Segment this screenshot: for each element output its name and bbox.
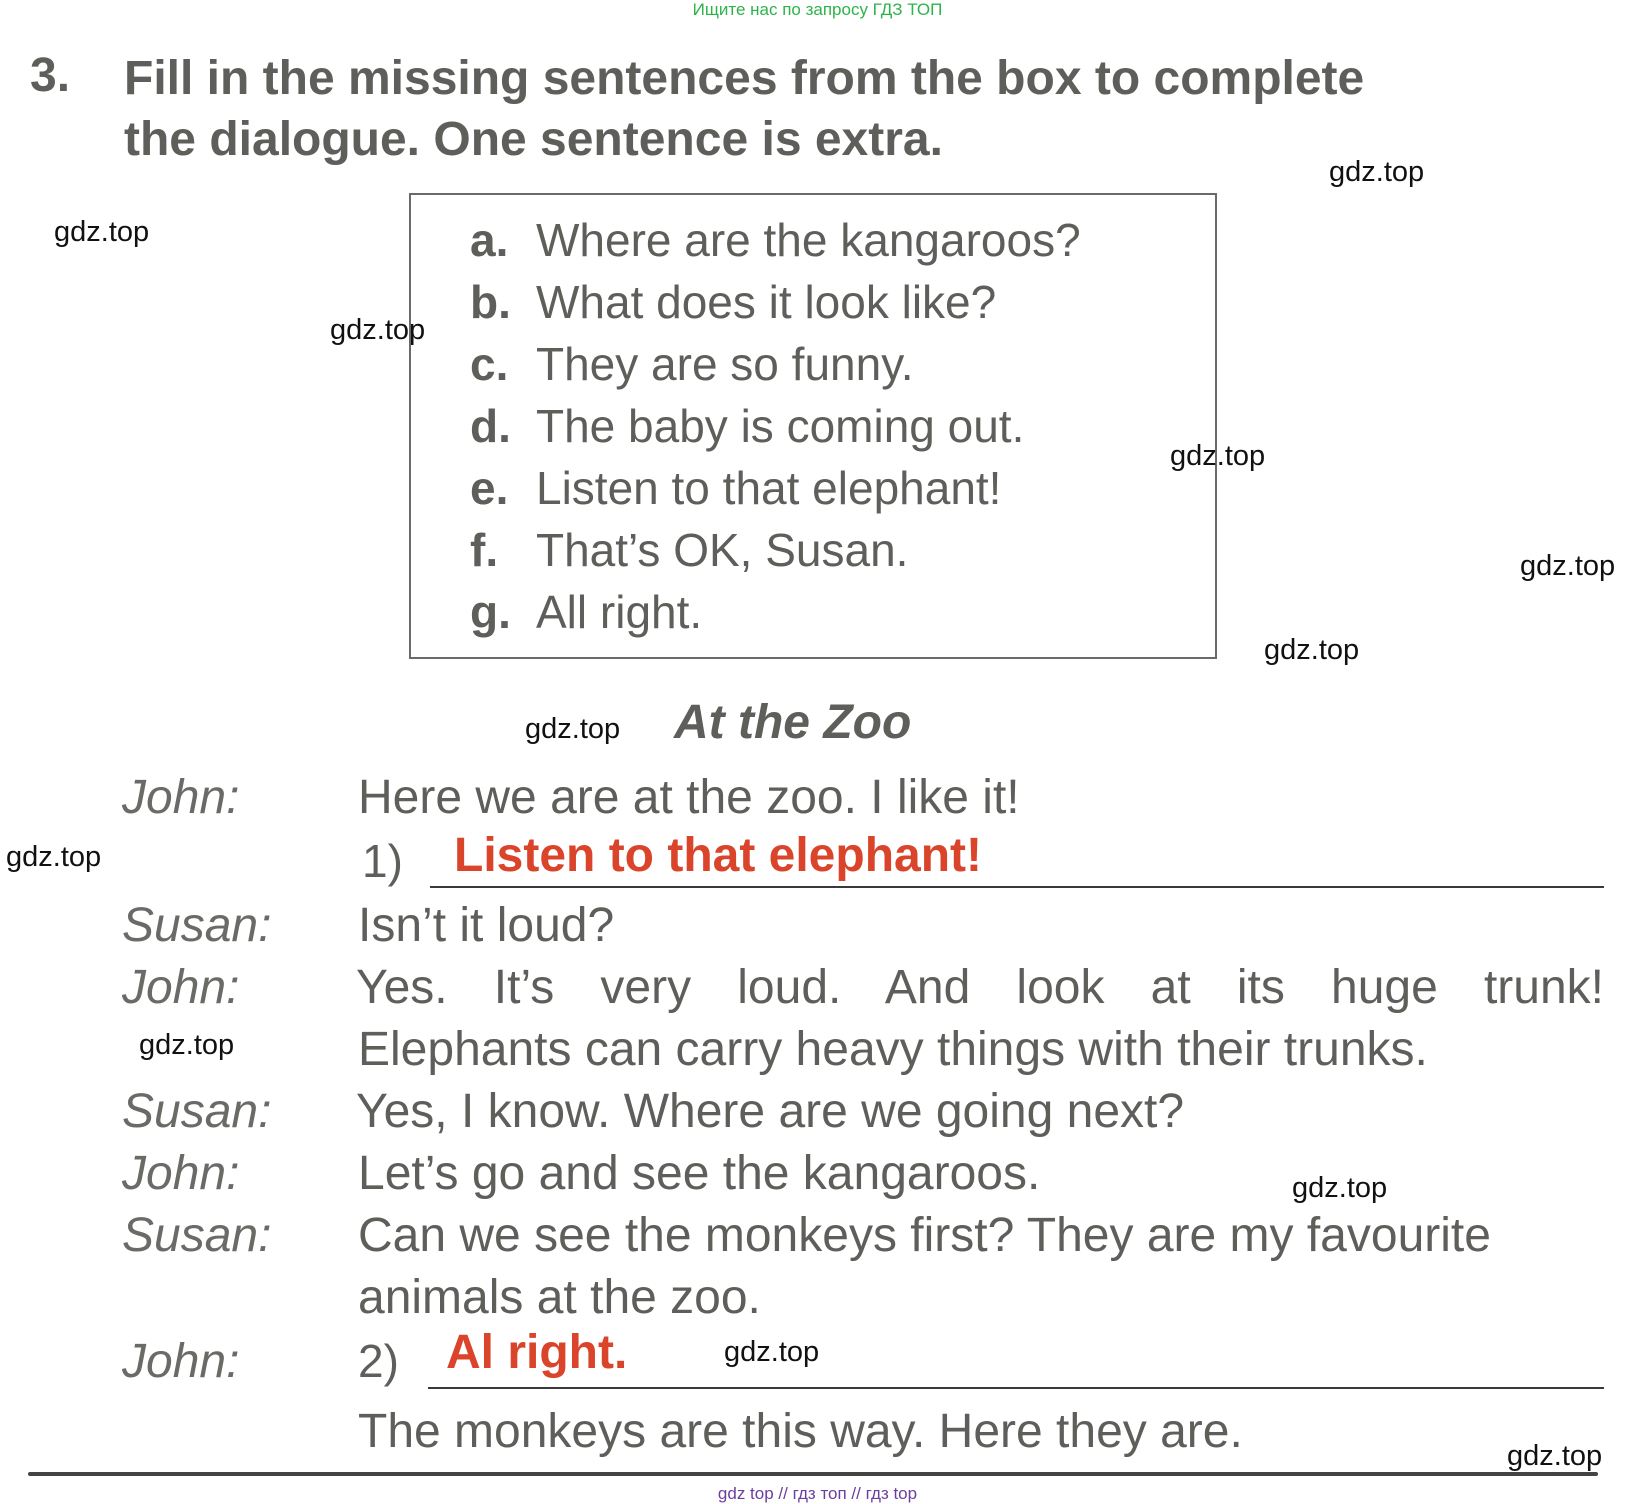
option-letter: c. — [470, 338, 509, 390]
option-g — [470, 585, 702, 639]
blank-answer: Al right. — [446, 1326, 628, 1379]
watermark: gdz.top — [724, 1336, 820, 1368]
option-text: What does it look like? — [536, 276, 997, 328]
watermark: gdz.top — [6, 841, 102, 873]
blank-answer: Listen to that elephant! — [454, 829, 982, 882]
watermark: gdz.top — [139, 1029, 235, 1061]
option-text: They are so funny. — [536, 338, 914, 390]
speaker-john: John: — [122, 771, 240, 824]
speaker-susan: Susan: — [122, 1209, 272, 1262]
option-b — [470, 275, 996, 329]
bottom-rule — [28, 1472, 1598, 1476]
exercise-title-line2: the dialogue. One sentence is extra. — [124, 113, 943, 166]
watermark: gdz.top — [1170, 440, 1266, 472]
speaker-john: John: — [122, 1335, 240, 1388]
watermark: gdz.top — [1329, 156, 1425, 188]
blank-number: 1) — [362, 835, 403, 887]
dialogue-line: Elephants can carry heavy things with their trunks. — [358, 1023, 1428, 1076]
speaker-john: John: — [122, 961, 240, 1014]
option-letter: d. — [470, 400, 511, 452]
dialogue-line: Yes, I know. Where are we going next? — [356, 1085, 1185, 1138]
option-e — [470, 461, 1001, 515]
option-text: All right. — [536, 586, 703, 638]
speaker-john: John: — [122, 1147, 240, 1200]
watermark: gdz.top — [1507, 1440, 1603, 1472]
top-banner: Ищите нас по запросу ГДЗ ТОП — [692, 0, 943, 19]
dialogue-line: Let’s go and see the kangaroos. — [358, 1147, 1041, 1200]
footer-watermark: gdz top // гдз топ // гдз top — [717, 1484, 918, 1503]
exercise-number: 3. — [30, 49, 71, 102]
dialogue-line: Isn’t it loud? — [358, 899, 615, 952]
watermark: gdz.top — [1264, 634, 1360, 666]
option-text: That’s OK, Susan. — [536, 524, 909, 576]
option-letter: g. — [470, 586, 511, 638]
blank-number: 2) — [358, 1335, 399, 1387]
option-letter: b. — [470, 276, 511, 328]
option-a — [470, 213, 1081, 267]
option-text: Listen to that elephant! — [536, 462, 1002, 514]
option-letter: f. — [470, 524, 499, 576]
watermark: gdz.top — [54, 216, 150, 248]
dialogue-line: Yes. It’s very loud. And look at its huge trunk! — [356, 961, 1604, 1014]
option-text: Where are the kangaroos? — [536, 214, 1081, 266]
exercise-instructions — [124, 48, 1604, 170]
speaker-susan: Susan: — [122, 1085, 272, 1138]
option-f — [470, 523, 908, 577]
exercise-title-line1: Fill in the missing sentences from the box to complete — [124, 52, 1365, 105]
dialogue-line: Can we see the monkeys first? They are my favourite — [358, 1209, 1491, 1262]
dialogue-line: Here we are at the zoo. I like it! — [358, 771, 1020, 824]
dialogue-line: The monkeys are this way. Here they are. — [358, 1405, 1243, 1458]
answer-line — [430, 886, 1604, 888]
watermark: gdz.top — [1292, 1172, 1388, 1204]
watermark: gdz.top — [1520, 550, 1616, 582]
watermark: gdz.top — [525, 713, 621, 745]
dialogue-line: animals at the zoo. — [358, 1271, 761, 1324]
option-letter: a. — [470, 214, 509, 266]
speaker-susan: Susan: — [122, 899, 272, 952]
option-text: The baby is coming out. — [536, 400, 1025, 452]
watermark: gdz.top — [330, 314, 426, 346]
option-letter: e. — [470, 462, 509, 514]
option-c — [470, 337, 914, 391]
option-d — [470, 399, 1024, 453]
answer-line — [428, 1387, 1604, 1389]
dialogue-title: At the Zoo — [674, 696, 912, 749]
